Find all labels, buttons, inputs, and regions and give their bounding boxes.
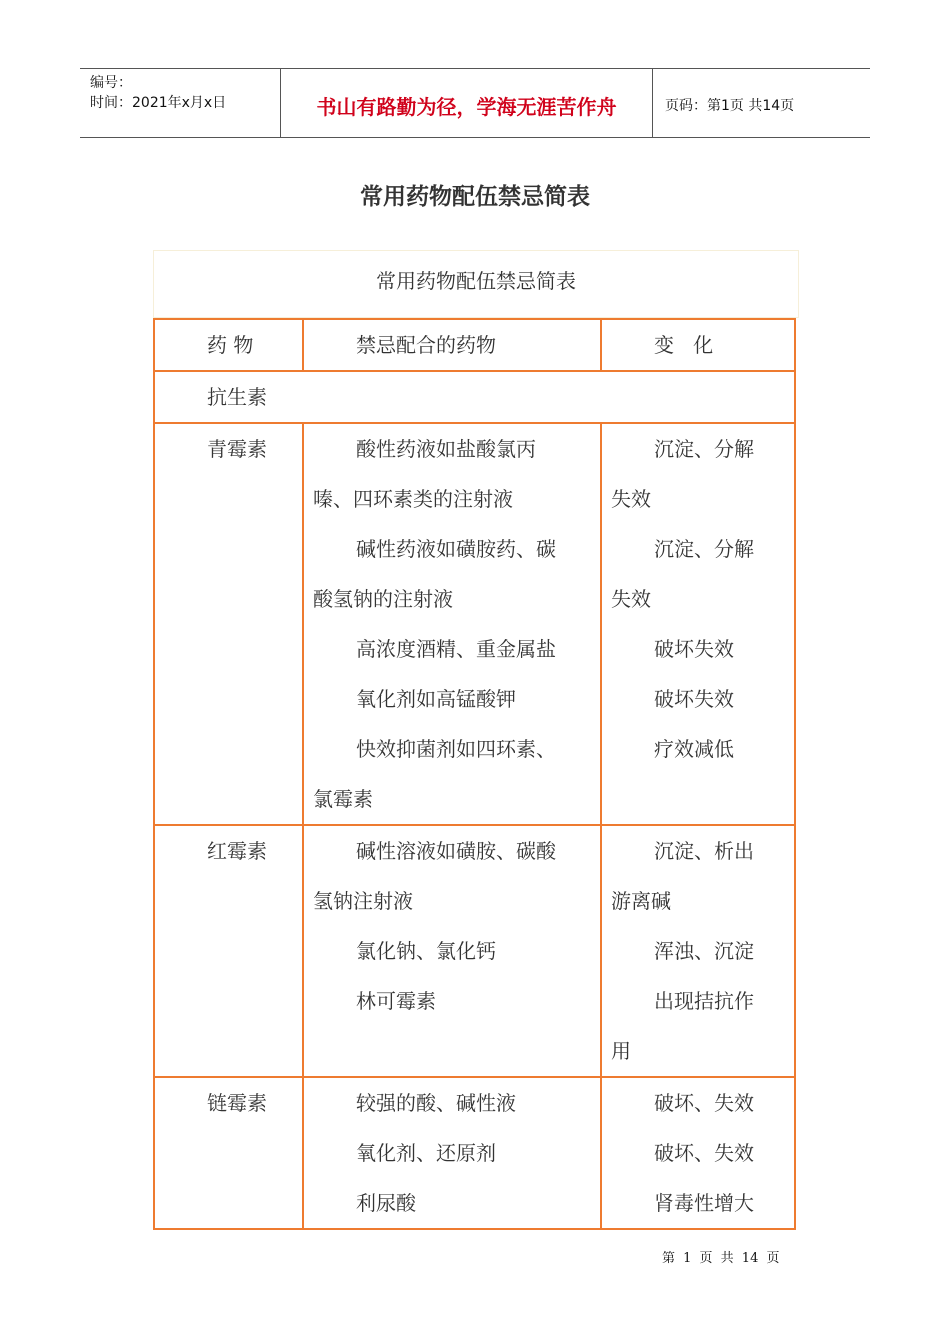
drug-row [154, 423, 795, 825]
page-info: 页码：第1页 共14页 [665, 98, 795, 114]
time-label: 时间：2021年x月x日 [90, 95, 227, 111]
change-line: 浑浊、沉淀 [654, 939, 754, 963]
incompatible-drug-line: 氯霉素 [313, 787, 373, 811]
header-info-cell [80, 69, 281, 137]
change-line: 沉淀、分解 [654, 437, 754, 461]
incompatible-drug-line: 较强的酸、碱性液 [356, 1091, 516, 1115]
incompatible-drug-line: 快效抑菌剂如四环素、 [356, 737, 556, 761]
category-label: 抗生素 [207, 385, 267, 409]
incompatible-drug-line: 氧化剂、还原剂 [356, 1141, 496, 1165]
change-line: 失效 [611, 487, 651, 511]
motto: 书山有路勤为径，学海无涯苦作舟 [316, 95, 617, 119]
change-line: 破坏、失效 [654, 1091, 754, 1115]
page-footer: 第 1 页 共 14 页 [662, 1251, 780, 1266]
category-row [154, 371, 795, 423]
incompatible-drug-line: 嗪、四环素类的注射液 [313, 487, 513, 511]
table-header-row [154, 319, 795, 371]
change-line: 破坏失效 [654, 637, 734, 661]
drug-row [154, 825, 795, 1077]
change-line: 用 [611, 1039, 631, 1063]
header-page-cell [653, 69, 870, 137]
header-drug: 药 物 [207, 333, 254, 357]
incompatible-drug-line: 碱性药液如磺胺药、碳 [356, 537, 556, 561]
change-line: 疗效减低 [654, 737, 734, 761]
table-caption-box [153, 250, 799, 318]
incompatibility-table [153, 318, 796, 1230]
header-incompatible: 禁忌配合的药物 [356, 333, 496, 357]
incompatible-drug-line: 利尿酸 [356, 1191, 416, 1215]
document-title: 常用药物配伍禁忌简表 [360, 183, 590, 210]
incompatible-drug-line: 高浓度酒精、重金属盐 [356, 637, 556, 661]
incompatible-drug-line: 氧化剂如高锰酸钾 [356, 687, 516, 711]
change-line: 沉淀、分解 [654, 537, 754, 561]
incompatible-drug-line: 林可霉素 [356, 989, 436, 1013]
drug-row [154, 1077, 795, 1229]
incompatible-drug-line: 酸氢钠的注射液 [313, 587, 453, 611]
change-line: 破坏失效 [654, 687, 734, 711]
drug-name: 红霉素 [207, 839, 267, 863]
table-caption: 常用药物配伍禁忌简表 [376, 269, 576, 293]
change-line: 肾毒性增大 [654, 1191, 754, 1215]
number-label: 编号： [90, 75, 132, 91]
incompatible-drug-line: 酸性药液如盐酸氯丙 [356, 437, 536, 461]
drug-name: 青霉素 [207, 437, 267, 461]
change-line: 游离碱 [611, 889, 671, 913]
change-line: 出现拮抗作 [654, 989, 754, 1013]
header-motto-cell [281, 69, 653, 137]
change-line: 沉淀、析出 [654, 839, 754, 863]
incompatible-drug-line: 碱性溶液如磺胺、碳酸 [356, 839, 556, 863]
change-line: 失效 [611, 587, 651, 611]
page-header [80, 68, 870, 138]
incompatible-drug-line: 氯化钠、氯化钙 [356, 939, 496, 963]
drug-name: 链霉素 [207, 1091, 267, 1115]
header-change: 变 化 [654, 333, 714, 357]
change-line: 破坏、失效 [654, 1141, 754, 1165]
incompatible-drug-line: 氢钠注射液 [313, 889, 413, 913]
